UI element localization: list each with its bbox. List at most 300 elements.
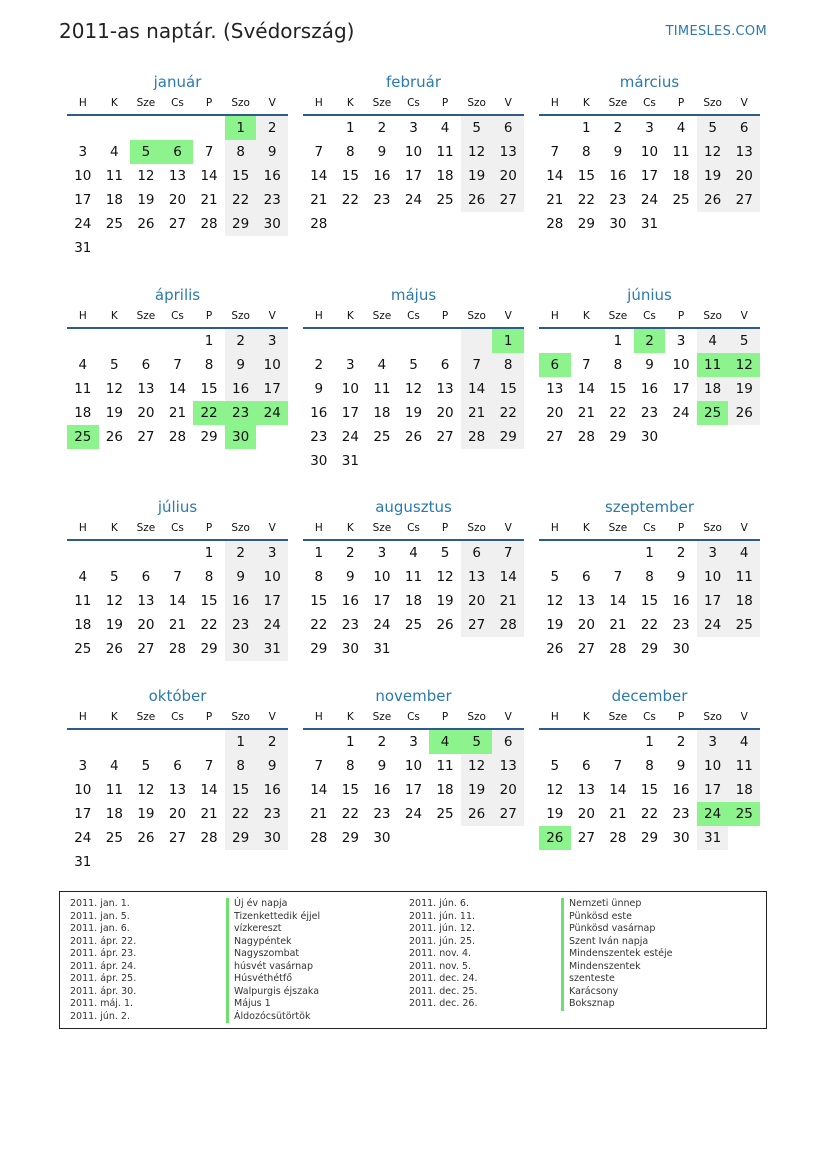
day-cell: 3 — [78, 144, 88, 160]
day-cell: 15 — [640, 593, 659, 609]
weekday-header — [539, 92, 760, 114]
weekday-label: Cs — [171, 711, 184, 723]
weekday-label: V — [268, 711, 276, 723]
day-cell: 26 — [697, 188, 729, 212]
empty-cell — [130, 236, 162, 260]
day-grid — [539, 329, 760, 449]
day-cell: 25 — [404, 617, 423, 633]
day-cell: 28 — [609, 641, 627, 657]
weekday-label: Cs — [407, 97, 420, 109]
weekday-label: Sze — [136, 97, 156, 109]
day-cell: 4 — [728, 541, 760, 565]
empty-cell — [728, 826, 760, 850]
empty-cell — [99, 329, 131, 353]
weekday-header — [303, 706, 524, 728]
weekday-header — [539, 706, 760, 728]
month-calendar — [539, 497, 760, 661]
day-grid — [67, 730, 288, 874]
day-cell: 27 — [546, 429, 564, 445]
weekday-label: K — [582, 310, 590, 322]
day-cell: 9 — [225, 565, 257, 589]
month-calendar — [303, 285, 524, 473]
legend-date: 2011. jún. 6. — [409, 898, 470, 909]
day-cell: 18 — [105, 192, 123, 208]
day-cell: 19 — [404, 405, 423, 421]
day-cell: 26 — [539, 826, 571, 850]
day-cell: 20 — [168, 192, 187, 208]
weekday-label: Sze — [372, 310, 392, 322]
day-cell: 17 — [373, 593, 391, 609]
empty-cell — [492, 449, 524, 473]
weekday-label: Szo — [703, 711, 722, 723]
weekday-label: Cs — [171, 310, 184, 322]
day-cell: 17 — [697, 589, 729, 613]
day-cell: 13 — [577, 593, 595, 609]
day-cell: 24 — [672, 405, 690, 421]
day-cell: 16 — [609, 168, 627, 184]
day-cell: 4 — [429, 730, 461, 754]
empty-cell — [335, 212, 367, 236]
day-cell: 22 — [577, 192, 595, 208]
day-cell: 4 — [110, 758, 119, 774]
empty-cell — [728, 425, 760, 449]
empty-cell — [602, 541, 634, 565]
weekday-label: H — [314, 97, 323, 109]
day-cell: 17 — [256, 377, 288, 401]
weekday-label: Szo — [703, 97, 722, 109]
empty-cell — [67, 730, 99, 754]
day-cell: 16 — [310, 405, 328, 421]
day-cell: 12 — [546, 593, 564, 609]
day-cell: 21 — [200, 192, 218, 208]
day-cell: 23 — [341, 617, 359, 633]
day-cell: 9 — [346, 569, 355, 585]
empty-cell — [130, 116, 162, 140]
day-cell: 24 — [697, 613, 729, 637]
day-cell: 22 — [640, 806, 659, 822]
day-cell: 24 — [640, 192, 659, 208]
weekday-label: Szo — [467, 522, 486, 534]
empty-cell — [303, 116, 335, 140]
day-cell: 14 — [609, 593, 627, 609]
day-cell: 19 — [137, 192, 155, 208]
day-cell: 31 — [74, 240, 92, 256]
day-cell: 17 — [404, 168, 423, 184]
month-title: május — [390, 286, 437, 304]
day-cell: 16 — [640, 381, 659, 397]
day-cell: 17 — [672, 381, 690, 397]
day-cell: 30 — [225, 637, 257, 661]
day-cell: 25 — [728, 802, 760, 826]
day-grid — [539, 116, 760, 236]
day-cell: 23 — [256, 188, 288, 212]
day-cell: 13 — [577, 782, 595, 798]
day-cell: 3 — [78, 758, 88, 774]
day-cell: 23 — [256, 802, 288, 826]
day-cell: 21 — [609, 806, 627, 822]
day-cell: 6 — [141, 357, 151, 373]
day-cell: 27 — [728, 188, 760, 212]
day-cell: 13 — [492, 754, 524, 778]
day-cell: 7 — [492, 541, 524, 565]
day-cell: 15 — [341, 168, 359, 184]
day-cell: 27 — [492, 802, 524, 826]
day-cell: 3 — [256, 329, 288, 353]
day-cell: 23 — [672, 617, 690, 633]
day-cell: 8 — [225, 754, 257, 778]
day-grid — [303, 329, 524, 473]
weekday-label: Sze — [136, 711, 156, 723]
day-cell: 10 — [256, 353, 288, 377]
day-cell: 29 — [310, 641, 328, 657]
day-cell: 4 — [697, 329, 729, 353]
day-cell: 27 — [577, 830, 595, 846]
day-cell: 26 — [137, 830, 155, 846]
day-cell: 21 — [461, 401, 493, 425]
day-cell: 19 — [546, 617, 564, 633]
day-cell: 29 — [200, 641, 218, 657]
weekday-label: P — [441, 522, 449, 534]
month-calendar — [539, 72, 760, 236]
day-cell: 26 — [728, 401, 760, 425]
weekday-label: K — [346, 522, 354, 534]
day-cell: 26 — [461, 188, 493, 212]
empty-cell — [303, 329, 335, 353]
day-cell: 21 — [577, 405, 595, 421]
day-cell: 7 — [613, 569, 623, 585]
month-title: március — [619, 73, 680, 91]
legend-date: 2011. ápr. 23. — [70, 948, 137, 959]
weekday-label: K — [582, 522, 590, 534]
day-cell: 26 — [404, 429, 423, 445]
day-cell: 8 — [645, 569, 654, 585]
day-cell: 20 — [728, 164, 760, 188]
weekday-header — [67, 706, 288, 728]
day-cell: 3 — [346, 357, 355, 373]
day-grid — [67, 116, 288, 260]
day-cell: 5 — [550, 569, 560, 585]
day-cell: 23 — [310, 429, 328, 445]
legend-dates-right — [409, 898, 477, 1011]
day-cell: 13 — [461, 565, 493, 589]
day-cell: 11 — [728, 565, 760, 589]
legend-date: 2011. nov. 5. — [409, 960, 472, 972]
day-cell: 2 — [225, 329, 257, 353]
month-calendar — [67, 497, 288, 661]
day-cell: 1 — [204, 545, 214, 561]
empty-cell — [398, 329, 430, 353]
day-cell: 28 — [168, 641, 187, 657]
day-cell: 18 — [74, 405, 92, 421]
day-cell: 22 — [193, 401, 225, 425]
month-calendar — [539, 686, 760, 850]
day-cell: 29 — [225, 212, 257, 236]
legend-holiday-name: Mindenszentek — [561, 961, 673, 974]
day-cell: 16 — [672, 593, 690, 609]
empty-cell — [130, 541, 162, 565]
legend-dates-left — [70, 898, 136, 1023]
legend-holiday-name: Pünkösd vasárnap — [561, 923, 673, 936]
day-cell: 22 — [225, 802, 257, 826]
day-cell: 18 — [404, 593, 423, 609]
day-cell: 5 — [550, 758, 560, 774]
weekday-label: V — [740, 522, 748, 534]
day-cell: 10 — [404, 144, 423, 160]
day-cell: 30 — [256, 826, 288, 850]
day-cell: 12 — [436, 569, 454, 585]
legend-holiday-name: Nemzeti ünnep — [561, 898, 673, 911]
legend-names-left — [226, 898, 320, 1023]
legend-holiday-name: Karácsony — [561, 986, 673, 999]
weekday-label: Szo — [231, 310, 250, 322]
brand-link[interactable]: TIMESLES.COM — [665, 24, 767, 39]
day-cell: 16 — [225, 589, 257, 613]
day-cell: 18 — [728, 778, 760, 802]
weekday-label: Szo — [467, 97, 486, 109]
weekday-label: H — [78, 711, 87, 723]
day-cell: 1 — [613, 333, 623, 349]
empty-cell — [162, 116, 194, 140]
day-cell: 2 — [676, 734, 686, 750]
day-cell: 27 — [436, 429, 454, 445]
day-cell: 11 — [436, 758, 454, 774]
day-cell: 30 — [640, 429, 659, 445]
empty-cell — [665, 425, 697, 449]
day-cell: 31 — [256, 637, 288, 661]
weekday-header — [303, 517, 524, 539]
day-cell: 9 — [225, 353, 257, 377]
empty-cell — [429, 329, 461, 353]
empty-cell — [429, 449, 461, 473]
day-cell: 7 — [582, 357, 591, 373]
day-cell: 7 — [550, 144, 560, 160]
weekday-label: Sze — [136, 310, 156, 322]
day-cell: 21 — [310, 192, 328, 208]
empty-cell — [492, 637, 524, 661]
day-cell: 10 — [74, 782, 92, 798]
month-calendar — [539, 285, 760, 449]
weekday-label: Cs — [171, 97, 184, 109]
day-cell: 5 — [697, 116, 729, 140]
weekday-label: V — [740, 310, 748, 322]
weekday-label: K — [110, 310, 118, 322]
day-cell: 2 — [377, 120, 387, 136]
day-cell: 27 — [137, 641, 155, 657]
empty-cell — [665, 212, 697, 236]
day-cell: 24 — [74, 830, 92, 846]
day-cell: 17 — [341, 405, 359, 421]
empty-cell — [728, 212, 760, 236]
day-cell: 16 — [373, 168, 391, 184]
empty-cell — [461, 826, 493, 850]
empty-cell — [398, 637, 430, 661]
day-cell: 9 — [613, 144, 623, 160]
empty-cell — [539, 730, 571, 754]
empty-cell — [398, 826, 430, 850]
weekday-header — [303, 92, 524, 114]
day-cell: 14 — [577, 381, 595, 397]
day-cell: 31 — [640, 216, 659, 232]
weekday-label: H — [78, 97, 87, 109]
day-cell: 27 — [577, 641, 595, 657]
weekday-label: H — [314, 310, 323, 322]
day-cell: 19 — [697, 164, 729, 188]
day-cell: 6 — [728, 116, 760, 140]
empty-cell — [461, 637, 493, 661]
day-cell: 16 — [373, 782, 391, 798]
day-cell: 4 — [110, 144, 119, 160]
day-cell: 19 — [461, 164, 493, 188]
weekday-label: H — [550, 711, 559, 723]
day-cell: 7 — [314, 144, 324, 160]
weekday-label: K — [582, 97, 590, 109]
day-cell: 28 — [461, 425, 493, 449]
day-cell: 16 — [256, 164, 288, 188]
month-title: április — [154, 286, 201, 304]
day-cell: 2 — [377, 734, 387, 750]
day-cell: 19 — [546, 806, 564, 822]
day-cell: 18 — [436, 168, 454, 184]
empty-cell — [256, 236, 288, 260]
day-cell: 24 — [256, 401, 288, 425]
weekday-header — [67, 305, 288, 327]
day-cell: 19 — [137, 806, 155, 822]
day-cell: 2 — [346, 545, 355, 561]
day-cell: 3 — [409, 734, 418, 750]
day-cell: 28 — [200, 216, 218, 232]
day-cell: 25 — [373, 429, 391, 445]
empty-cell — [728, 637, 760, 661]
weekday-header — [539, 517, 760, 539]
weekday-label: H — [550, 97, 559, 109]
month-title: december — [611, 687, 688, 705]
day-cell: 12 — [105, 593, 123, 609]
empty-cell — [602, 730, 634, 754]
empty-cell — [398, 449, 430, 473]
month-calendar — [67, 686, 288, 874]
day-cell: 15 — [225, 778, 257, 802]
day-cell: 12 — [546, 782, 564, 798]
day-cell: 8 — [204, 569, 214, 585]
empty-cell — [429, 212, 461, 236]
day-cell: 9 — [256, 140, 288, 164]
empty-cell — [193, 730, 225, 754]
day-cell: 17 — [697, 778, 729, 802]
day-cell: 15 — [310, 593, 328, 609]
empty-cell — [130, 850, 162, 874]
day-cell: 21 — [168, 405, 187, 421]
weekday-label: V — [740, 97, 748, 109]
empty-cell — [571, 541, 603, 565]
weekday-label: P — [677, 711, 685, 723]
day-cell: 1 — [645, 545, 654, 561]
empty-cell — [366, 329, 398, 353]
day-cell: 20 — [492, 164, 524, 188]
day-cell: 24 — [404, 806, 423, 822]
weekday-label: H — [78, 522, 87, 534]
day-cell: 30 — [609, 216, 627, 232]
day-cell: 28 — [609, 830, 627, 846]
day-cell: 6 — [492, 730, 524, 754]
day-cell: 19 — [105, 405, 123, 421]
day-cell: 15 — [577, 168, 595, 184]
weekday-label: P — [441, 97, 449, 109]
day-cell: 9 — [256, 754, 288, 778]
day-cell: 28 — [200, 830, 218, 846]
day-cell: 29 — [492, 425, 524, 449]
day-cell: 12 — [461, 140, 493, 164]
day-cell: 25 — [436, 192, 454, 208]
day-cell: 30 — [341, 641, 359, 657]
weekday-label: H — [314, 522, 323, 534]
day-cell: 18 — [697, 377, 729, 401]
day-cell: 27 — [168, 830, 187, 846]
day-cell: 5 — [141, 758, 151, 774]
day-cell: 10 — [256, 565, 288, 589]
weekday-label: V — [740, 711, 748, 723]
day-cell: 5 — [110, 569, 119, 585]
month-calendar — [67, 72, 288, 260]
day-cell: 5 — [461, 116, 493, 140]
day-cell: 1 — [492, 329, 524, 353]
month-title: február — [385, 73, 442, 91]
day-cell: 2 — [613, 120, 623, 136]
day-cell: 10 — [404, 758, 423, 774]
empty-cell — [461, 449, 493, 473]
day-cell: 31 — [341, 453, 359, 469]
weekday-label: P — [677, 522, 685, 534]
weekday-label: Sze — [136, 522, 156, 534]
day-cell: 6 — [173, 758, 182, 774]
weekday-label: V — [504, 522, 512, 534]
day-cell: 2 — [314, 357, 324, 373]
day-cell: 24 — [256, 613, 288, 637]
weekday-label: Szo — [467, 711, 486, 723]
legend-date: 2011. jún. 11. — [409, 910, 476, 922]
day-cell: 14 — [546, 168, 564, 184]
weekday-label: H — [550, 310, 559, 322]
legend-holiday-name: Nagyszombat — [226, 948, 320, 961]
day-cell: 17 — [404, 782, 423, 798]
day-cell: 6 — [141, 569, 151, 585]
day-cell: 24 — [341, 429, 359, 445]
legend-holiday-name: húsvét vasárnap — [226, 961, 320, 974]
weekday-label: V — [268, 522, 276, 534]
day-cell: 2 — [676, 545, 686, 561]
weekday-label: P — [677, 310, 685, 322]
day-cell: 8 — [645, 758, 654, 774]
empty-cell — [492, 212, 524, 236]
empty-cell — [398, 212, 430, 236]
empty-cell — [366, 212, 398, 236]
weekday-label: Cs — [407, 310, 420, 322]
day-cell: 11 — [404, 569, 423, 585]
day-cell: 12 — [404, 381, 423, 397]
day-cell: 8 — [314, 569, 324, 585]
day-cell: 26 — [105, 429, 123, 445]
day-cell: 2 — [256, 116, 288, 140]
weekday-label: Szo — [703, 522, 722, 534]
day-cell: 26 — [137, 216, 155, 232]
day-cell: 12 — [137, 168, 155, 184]
day-cell: 15 — [225, 164, 257, 188]
day-cell: 13 — [137, 593, 155, 609]
day-cell: 23 — [225, 613, 257, 637]
weekday-label: Szo — [467, 310, 486, 322]
weekday-label: Sze — [608, 711, 628, 723]
empty-cell — [571, 730, 603, 754]
day-cell: 5 — [409, 357, 418, 373]
